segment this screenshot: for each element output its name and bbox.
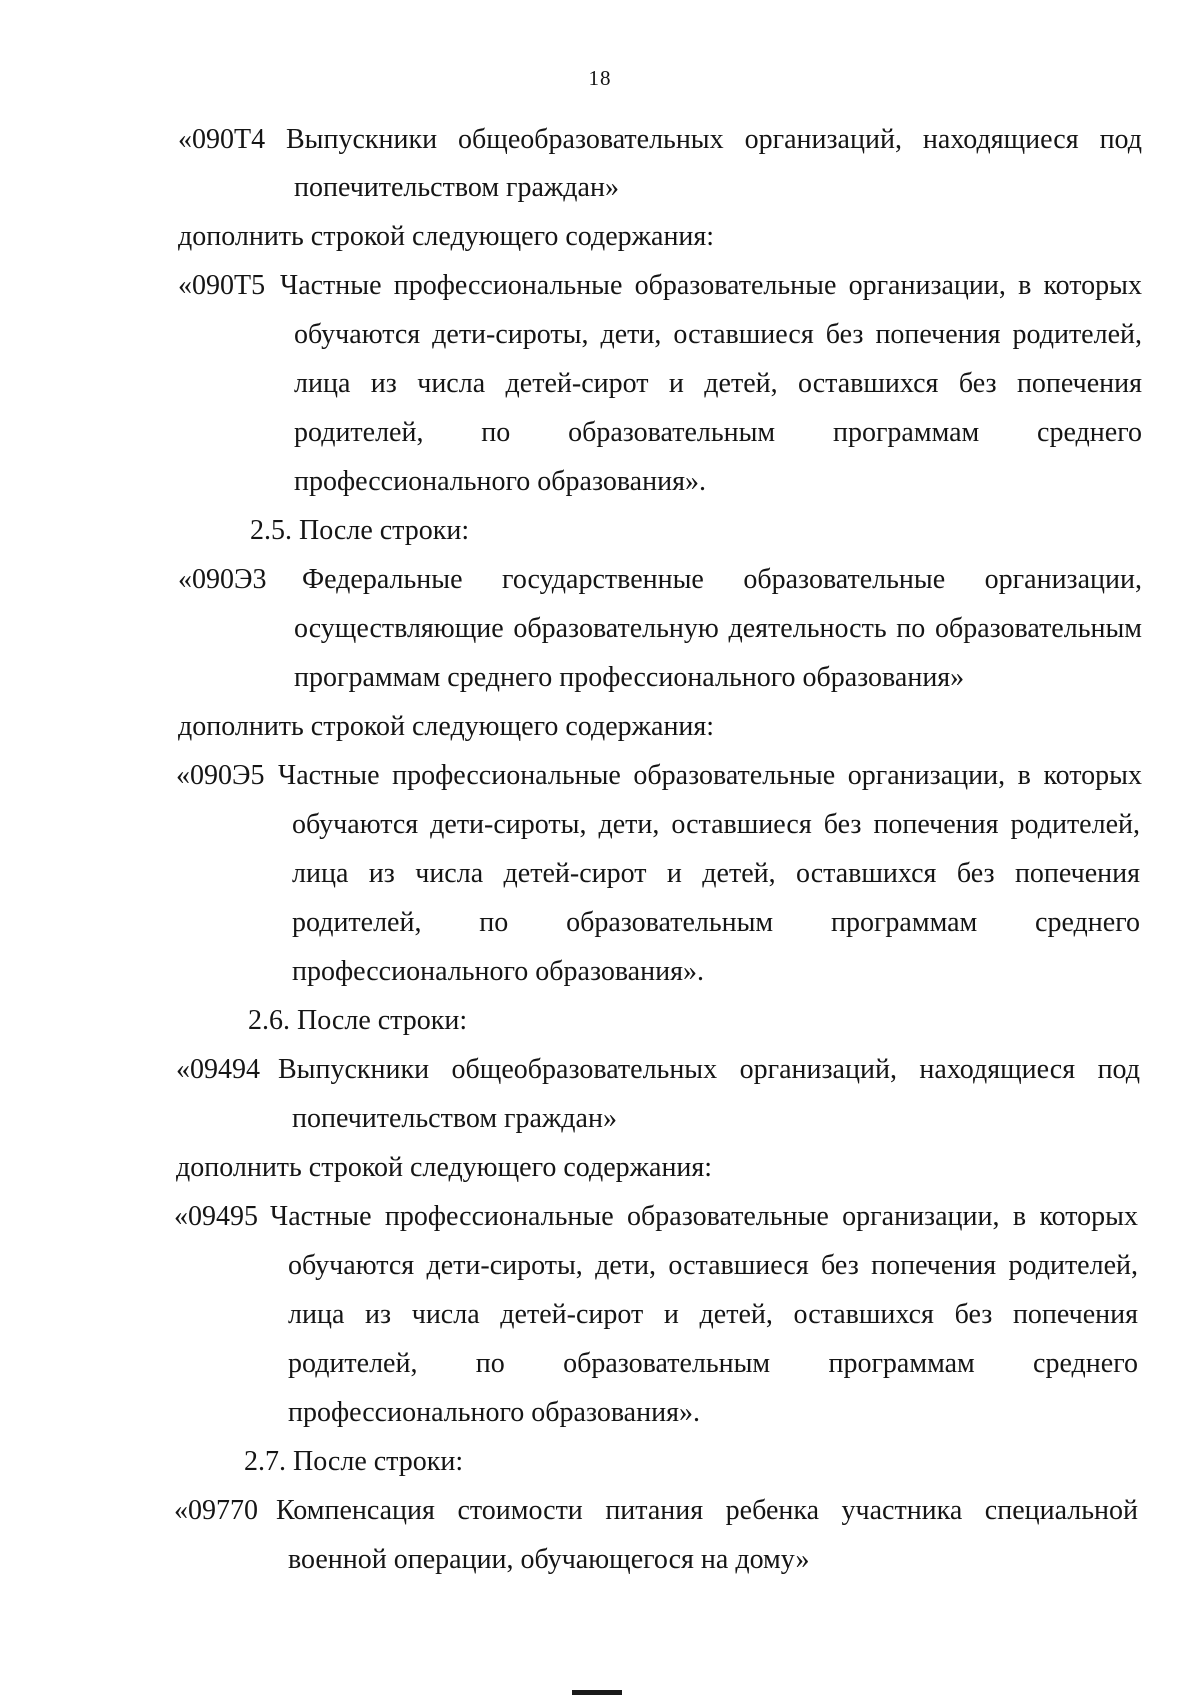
- entry-code: «090Т5: [178, 270, 266, 301]
- page-number: 18: [588, 66, 612, 90]
- entry-text-continuation: родителей, по образовательным программам среднего: [292, 907, 1140, 938]
- entry-text: Частные профессиональные образовательные организации, в которых: [280, 270, 1142, 301]
- entry-text: Компенсация стоимости питания ребенка участника специальной: [276, 1495, 1138, 1526]
- entry-text-continuation: осуществляющие образовательную деятельность по образовательным: [294, 613, 1142, 644]
- entry-text-continuation: попечительством граждан»: [292, 1103, 617, 1134]
- entry-code: «090Э3: [178, 564, 267, 595]
- entry-text-continuation: профессионального образования».: [294, 466, 706, 497]
- page-edge-mark: [572, 1690, 622, 1695]
- entry-text-continuation: попечительством граждан»: [294, 172, 619, 203]
- entry-text-continuation: программам среднего профессионального образования»: [294, 662, 965, 693]
- entry-text-continuation: обучаются дети-сироты, дети, оставшиеся без попечения родителей,: [288, 1250, 1138, 1281]
- section-heading: 2.6. После строки:: [248, 1005, 468, 1036]
- entry-text: Частные профессиональные образовательные организации, в которых: [270, 1201, 1138, 1232]
- entry-text-continuation: обучаются дети-сироты, дети, оставшиеся без попечения родителей,: [294, 319, 1142, 350]
- entry-code: «09495: [174, 1201, 258, 1232]
- entry-text-continuation: лица из числа детей-сирот и детей, оставшихся без попечения: [288, 1299, 1138, 1330]
- entry-text-continuation: родителей, по образовательным программам среднего: [288, 1348, 1138, 1379]
- instruction-text: дополнить строкой следующего содержания:: [176, 1152, 713, 1183]
- entry-text-continuation: профессионального образования».: [292, 956, 704, 987]
- section-heading: 2.7. После строки:: [244, 1446, 464, 1477]
- entry-text-continuation: военной операции, обучающегося на дому»: [288, 1544, 810, 1575]
- entry-code: «090Э5: [176, 760, 265, 791]
- instruction-text: дополнить строкой следующего содержания:: [178, 221, 715, 252]
- entry-code: «09494: [176, 1054, 260, 1085]
- entry-code: «090Т4: [178, 124, 266, 155]
- entry-text-continuation: лица из числа детей-сирот и детей, оставшихся без попечения: [294, 368, 1142, 399]
- section-heading: 2.5. После строки:: [250, 515, 470, 546]
- entry-text-continuation: родителей, по образовательным программам среднего: [294, 417, 1142, 448]
- entry-text-continuation: профессионального образования».: [288, 1397, 700, 1428]
- entry-text: Федеральные государственные образовательные организации,: [302, 564, 1142, 595]
- entry-text-continuation: лица из числа детей-сирот и детей, оставшихся без попечения: [292, 858, 1140, 889]
- instruction-text: дополнить строкой следующего содержания:: [178, 711, 715, 742]
- entry-text: Выпускники общеобразовательных организаций, находящиеся под: [286, 124, 1142, 155]
- entry-text: Выпускники общеобразовательных организаций, находящиеся под: [278, 1054, 1140, 1085]
- entry-code: «09770: [174, 1495, 258, 1526]
- entry-text: Частные профессиональные образовательные организации, в которых: [278, 760, 1142, 791]
- entry-text-continuation: обучаются дети-сироты, дети, оставшиеся без попечения родителей,: [292, 809, 1140, 840]
